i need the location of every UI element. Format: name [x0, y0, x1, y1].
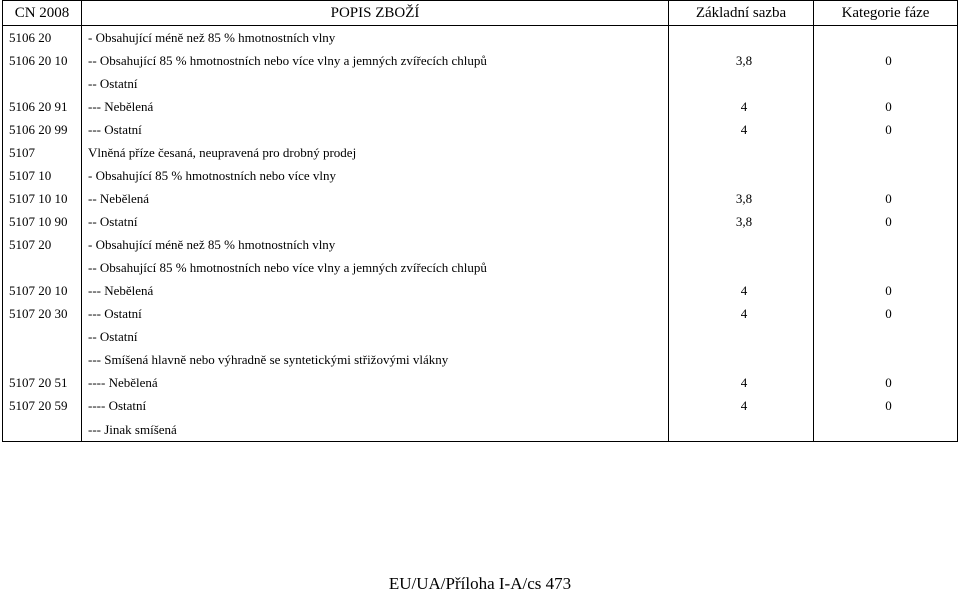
- cn-code-cell: [3, 348, 82, 371]
- table-row: [3, 187, 958, 210]
- table-row: [3, 95, 958, 118]
- base-rate-cell: 3,8: [669, 49, 814, 72]
- base-rate-cell: [669, 141, 814, 164]
- header-base-rate: Základní sazba: [669, 1, 814, 26]
- cn-code-cell: 5107 10 90: [3, 210, 82, 233]
- page-footer: EU/UA/Příloha I-A/cs 473: [388, 574, 572, 593]
- table-row: [3, 118, 958, 141]
- header-cn-code: CN 2008: [3, 1, 82, 26]
- description-cell: - Obsahující méně než 85 % hmotnostních vlny: [82, 26, 669, 50]
- description-cell: --- Jinak smíšená: [82, 417, 669, 442]
- category-cell: 0: [814, 302, 958, 325]
- description-cell: ---- Ostatní: [82, 394, 669, 417]
- table-header-row: [3, 1, 958, 26]
- cn-code-cell: [3, 417, 82, 442]
- category-cell: 0: [814, 279, 958, 302]
- table-row: [3, 371, 958, 394]
- cn-code-cell: 5107: [3, 141, 82, 164]
- cn-code-cell: 5107 20 30: [3, 302, 82, 325]
- table-row: [3, 233, 958, 256]
- category-cell: [814, 417, 958, 442]
- base-rate-cell: 4: [669, 118, 814, 141]
- base-rate-cell: [669, 233, 814, 256]
- description-cell: --- Nebělená: [82, 279, 669, 302]
- description-cell: -- Ostatní: [82, 325, 669, 348]
- category-cell: [814, 26, 958, 50]
- description-cell: ---- Nebělená: [82, 371, 669, 394]
- base-rate-cell: [669, 256, 814, 279]
- cn-code-cell: 5106 20 10: [3, 49, 82, 72]
- cn-code-cell: 5107 20 10: [3, 279, 82, 302]
- table-row: [3, 256, 958, 279]
- base-rate-cell: 4: [669, 394, 814, 417]
- table-row: [3, 417, 958, 442]
- category-cell: [814, 325, 958, 348]
- cn-code-cell: 5106 20 99: [3, 118, 82, 141]
- cn-code-cell: 5106 20: [3, 26, 82, 50]
- description-cell: - Obsahující 85 % hmotnostních nebo více vlny: [82, 164, 669, 187]
- category-cell: 0: [814, 49, 958, 72]
- base-rate-cell: [669, 72, 814, 95]
- table-row: [3, 210, 958, 233]
- description-cell: --- Ostatní: [82, 302, 669, 325]
- description-cell: Vlněná příze česaná, neupravená pro drobný prodej: [82, 141, 669, 164]
- base-rate-cell: [669, 26, 814, 50]
- cn-code-cell: [3, 325, 82, 348]
- cn-code-cell: 5107 20 59: [3, 394, 82, 417]
- table-row: [3, 26, 958, 50]
- table-row: [3, 72, 958, 95]
- table-row: [3, 164, 958, 187]
- cn-code-cell: [3, 256, 82, 279]
- cn-code-cell: 5107 10 10: [3, 187, 82, 210]
- description-cell: -- Ostatní: [82, 72, 669, 95]
- table-row: [3, 348, 958, 371]
- base-rate-cell: 3,8: [669, 210, 814, 233]
- table-row: [3, 279, 958, 302]
- description-cell: --- Smíšená hlavně nebo výhradně se syntetickými střižovými vlákny: [82, 348, 669, 371]
- tariff-table: [2, 0, 958, 442]
- header-description: POPIS ZBOŽÍ: [82, 1, 669, 26]
- description-cell: -- Obsahující 85 % hmotnostních nebo více vlny a jemných zvířecích chlupů: [82, 256, 669, 279]
- base-rate-cell: 3,8: [669, 187, 814, 210]
- base-rate-cell: [669, 417, 814, 442]
- description-cell: --- Nebělená: [82, 95, 669, 118]
- description-cell: - Obsahující méně než 85 % hmotnostních vlny: [82, 233, 669, 256]
- category-cell: [814, 348, 958, 371]
- description-cell: --- Ostatní: [82, 118, 669, 141]
- category-cell: 0: [814, 210, 958, 233]
- table-row: [3, 49, 958, 72]
- description-cell: -- Nebělená: [82, 187, 669, 210]
- category-cell: [814, 141, 958, 164]
- base-rate-cell: [669, 164, 814, 187]
- base-rate-cell: 4: [669, 95, 814, 118]
- description-cell: -- Obsahující 85 % hmotnostních nebo více vlny a jemných zvířecích chlupů: [82, 49, 669, 72]
- category-cell: [814, 72, 958, 95]
- base-rate-cell: 4: [669, 279, 814, 302]
- category-cell: [814, 256, 958, 279]
- cn-code-cell: 5106 20 91: [3, 95, 82, 118]
- cn-code-cell: 5107 20: [3, 233, 82, 256]
- base-rate-cell: 4: [669, 302, 814, 325]
- base-rate-cell: 4: [669, 371, 814, 394]
- category-cell: [814, 233, 958, 256]
- table-row: [3, 141, 958, 164]
- category-cell: [814, 164, 958, 187]
- base-rate-cell: [669, 348, 814, 371]
- category-cell: 0: [814, 371, 958, 394]
- category-cell: 0: [814, 394, 958, 417]
- base-rate-cell: [669, 325, 814, 348]
- table-row: [3, 394, 958, 417]
- category-cell: 0: [814, 95, 958, 118]
- header-staging-category: Kategorie fáze: [814, 1, 958, 26]
- cn-code-cell: 5107 20 51: [3, 371, 82, 394]
- description-cell: -- Ostatní: [82, 210, 669, 233]
- table-row: [3, 325, 958, 348]
- category-cell: 0: [814, 187, 958, 210]
- table-row: [3, 302, 958, 325]
- cn-code-cell: 5107 10: [3, 164, 82, 187]
- cn-code-cell: [3, 72, 82, 95]
- category-cell: 0: [814, 118, 958, 141]
